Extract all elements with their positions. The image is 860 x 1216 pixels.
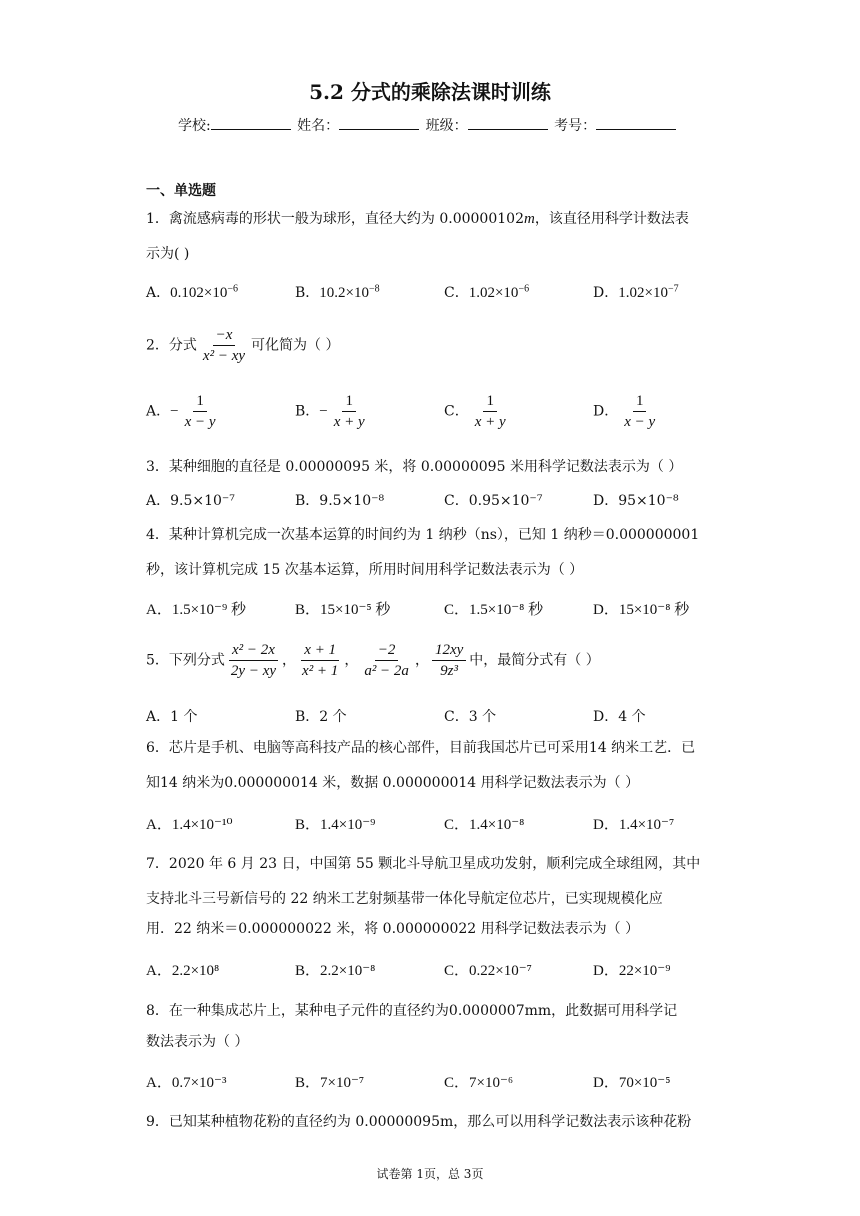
question-1-line-2: 示为( ) — [146, 246, 190, 262]
question-4-option-c[interactable]: C．1.5×10⁻⁸ 秒 — [444, 602, 544, 618]
question-4-option-a[interactable]: A．1.5×10⁻⁹ 秒 — [146, 602, 246, 618]
question-8-option-a[interactable]: A．0.7×10⁻³ — [146, 1075, 227, 1091]
question-7-option-b[interactable]: B．2.2×10⁻⁸ — [295, 963, 376, 979]
question-1-line-1: 1．禽流感病毒的形状一般为球形，直径大约为 0.00000102m，该直径用科学计数法表 — [146, 211, 689, 227]
question-3-stem: 3．某种细胞的直径是 0.00000095 米，将 0.00000095 米用科学记数法表示为（ ） — [146, 459, 683, 475]
question-3-option-d[interactable]: D．95×10⁻⁸ — [593, 493, 679, 509]
name-label: 姓名： — [297, 118, 340, 134]
question-7-line-1: 7．2020 年 6 月 23 日，中国第 55 颗北斗导航卫星成功发射，顺利完成全球组网，其中 — [146, 856, 701, 872]
page-footer: 试卷第 1页，总 3页 — [376, 1167, 484, 1181]
school-blank[interactable] — [211, 115, 291, 130]
name-blank[interactable] — [339, 115, 419, 130]
question-5-option-d[interactable]: D．4 个 — [593, 709, 646, 725]
section-heading: 一、单选题 — [146, 183, 216, 199]
question-4-line-2: 秒，该计算机完成 15 次基本运算，所用时间用科学记数法表示为（ ） — [146, 562, 584, 578]
school-label: 学校: — [178, 118, 211, 134]
class-blank[interactable] — [468, 115, 548, 130]
question-8-line-1: 8．在一种集成芯片上，某种电子元件的直径约为0.0000007mm，此数据可用科学记 — [146, 1003, 678, 1019]
question-6-line-2: 知14 纳米为0.000000014 米，数据 0.000000014 用科学记数法表示为（ ） — [146, 775, 640, 791]
question-2-option-a[interactable]: A．− $\frac{1}{x - y}$ — [146, 393, 216, 430]
class-label: 班级： — [425, 118, 468, 134]
question-6-line-1: 6．芯片是手机、电脑等高科技产品的核心部件，目前我国芯片已可采用14 纳米工艺．已 — [146, 740, 696, 756]
question-1-option-b[interactable]: B．$10.2\times 10^{-8}$ — [295, 283, 380, 301]
question-1-option-d[interactable]: D．$1.02\times 10^{-7}$ — [593, 283, 679, 301]
question-4-option-d[interactable]: D．15×10⁻⁸ 秒 — [593, 602, 690, 618]
question-6-option-b[interactable]: B．1.4×10⁻⁹ — [295, 817, 376, 833]
question-6-option-a[interactable]: A．1.4×10⁻¹⁰ — [146, 817, 233, 833]
question-4-line-1: 4．某种计算机完成一次基本运算的时间约为 1 纳秒（ns），已知 1 纳秒＝0.000000001 — [146, 527, 700, 543]
question-5-option-c[interactable]: C．3 个 — [444, 709, 497, 725]
exam-number-label: 考号： — [554, 118, 597, 134]
question-9-line-1: 9．已知某种植物花粉的直径约为 0.00000095m，那么可以用科学记数法表示该种花粉 — [146, 1114, 692, 1130]
question-8-option-b[interactable]: B．7×10⁻⁷ — [295, 1075, 365, 1091]
question-5-stem: 5．下列分式 $\frac{\text{x² − 2x}}{2y - xy}$ ， $\frac{x + 1}{\text{x² + 1}}$ ， $\frac{-2}{\text{a² − 2a}}$ ， $\frac{12xy}{\text{9z³}}$ 中，最简分式有（ ） — [146, 642, 600, 679]
question-3-option-c[interactable]: C．0.95×10⁻⁷ — [444, 493, 543, 509]
question-8-option-c[interactable]: C．7×10⁻⁶ — [444, 1075, 514, 1091]
page-title: 5.2 分式的乘除法课时训练 — [309, 80, 551, 104]
question-7-line-3: 用．22 纳米＝0.000000022 米，将 0.000000022 用科学记数法表示为（ ） — [146, 921, 640, 937]
question-8-option-d[interactable]: D．70×10⁻⁵ — [593, 1075, 671, 1091]
question-2-option-d[interactable]: D． $\frac{1}{x - y}$ — [593, 393, 656, 430]
question-5-option-b[interactable]: B．2 个 — [295, 709, 347, 725]
question-7-line-2: 支持北斗三号新信号的 22 纳米工艺射频基带一体化导航定位芯片，已实现规模化应 — [146, 891, 663, 907]
question-8-line-2: 数法表示为（ ） — [146, 1034, 249, 1050]
question-1-option-c[interactable]: C．$1.02\times 10^{-6}$ — [444, 283, 530, 301]
question-2-fraction: $\frac{-x}{\text{x² − xy}}$ — [202, 327, 246, 364]
exam-number-blank[interactable] — [596, 115, 676, 130]
question-4-option-b[interactable]: B．15×10⁻⁵ 秒 — [295, 602, 391, 618]
student-info-row — [178, 115, 678, 135]
question-1-option-a[interactable]: A．$0.102\times 10^{-6}$ — [146, 283, 238, 301]
question-6-option-c[interactable]: C．1.4×10⁻⁸ — [444, 817, 525, 833]
question-6-option-d[interactable]: D．1.4×10⁻⁷ — [593, 817, 675, 833]
question-7-option-c[interactable]: C．0.22×10⁻⁷ — [444, 963, 532, 979]
question-7-option-a[interactable]: A．2.2×10⁸ — [146, 963, 220, 979]
question-3-option-b[interactable]: B．9.5×10⁻⁸ — [295, 493, 385, 509]
question-5-option-a[interactable]: A．1 个 — [146, 709, 198, 725]
question-3-option-a[interactable]: A．9.5×10⁻⁷ — [146, 493, 235, 509]
question-7-option-d[interactable]: D．22×10⁻⁹ — [593, 963, 671, 979]
question-2-option-b[interactable]: B．− $\frac{1}{x + y}$ — [295, 393, 365, 430]
question-2-option-c[interactable]: C． $\frac{1}{x + y}$ — [444, 393, 506, 430]
question-2-stem: 2．分式 $\frac{-x}{\text{x² − xy}}$ 可化简为（ ） — [146, 327, 340, 364]
